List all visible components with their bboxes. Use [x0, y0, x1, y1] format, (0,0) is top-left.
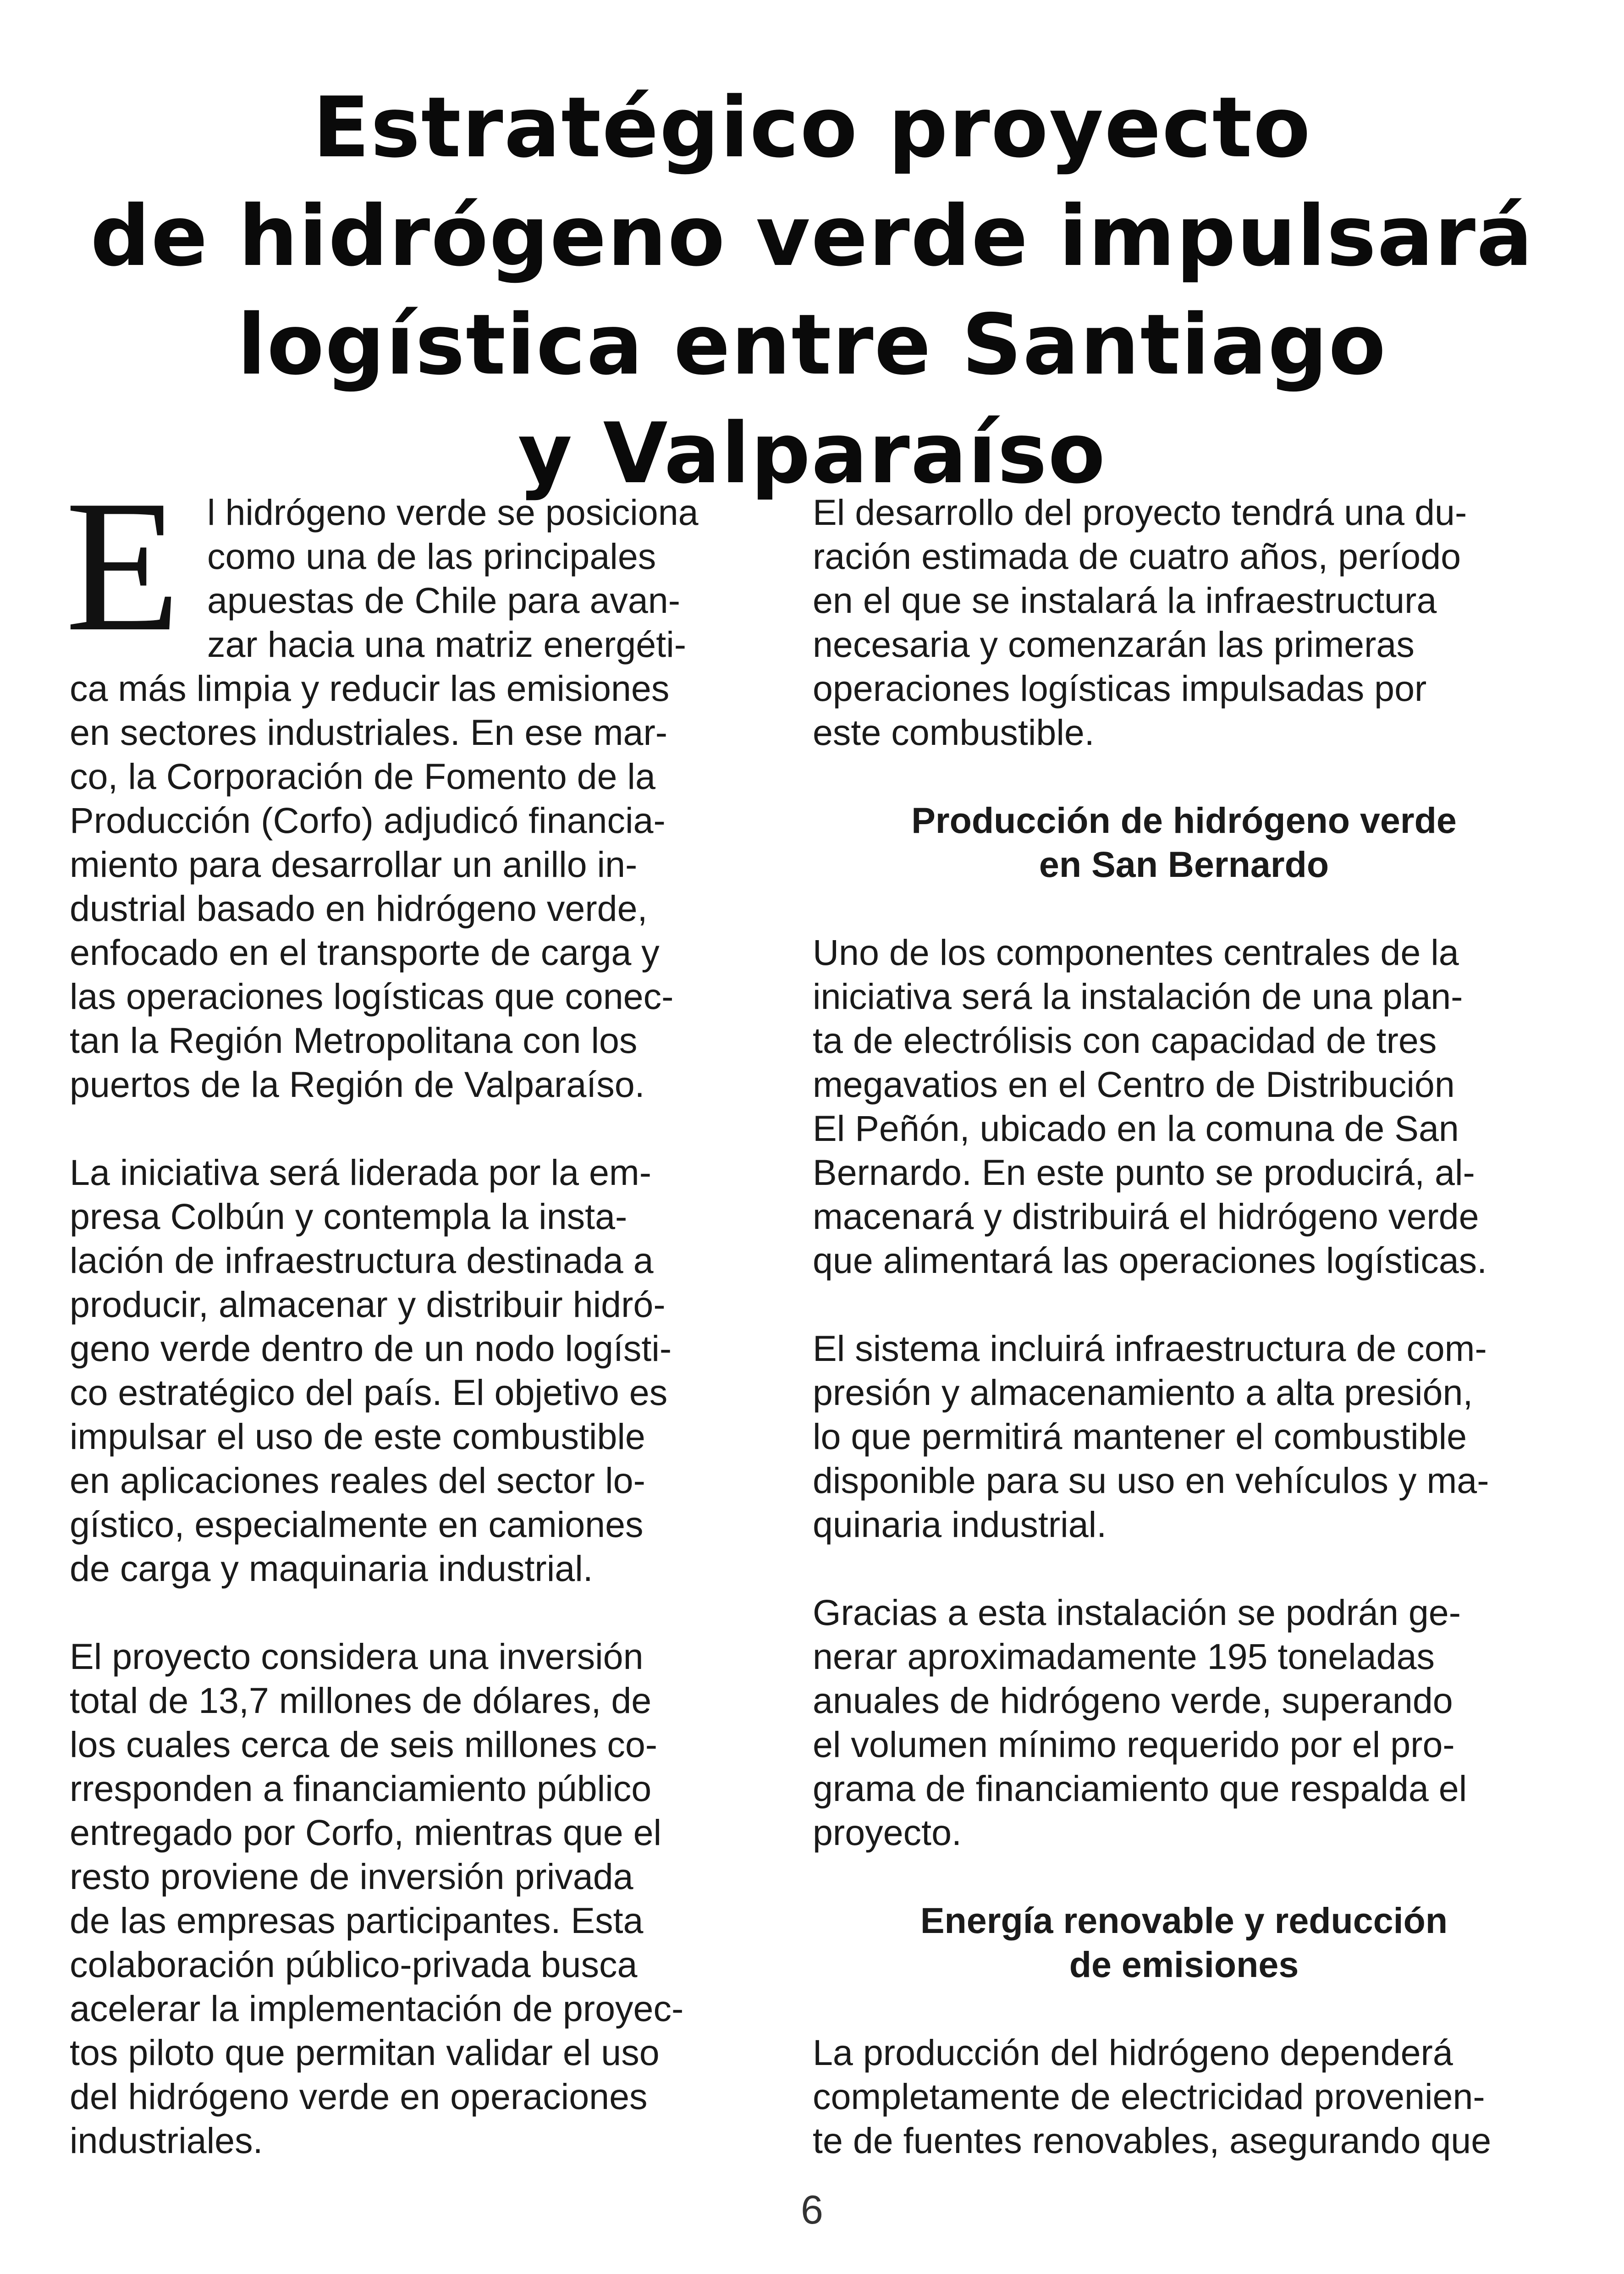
section-subheading [813, 798, 1555, 886]
text-line: ración estimada de cuatro años, período [813, 536, 1461, 577]
text-line: necesaria y comenzarán las primeras [813, 624, 1415, 665]
text-line: quinaria industrial. [813, 1504, 1107, 1545]
text-line: el volumen mínimo requerido por el pro- [813, 1724, 1455, 1765]
paragraph-gap [70, 1107, 766, 1151]
text-line: El sistema incluirá infraestructura de com- [813, 1328, 1487, 1369]
paragraph-gap [813, 1987, 1555, 2031]
text-line: este combustible. [813, 712, 1095, 753]
paragraph [813, 2031, 1555, 2163]
text-line: La iniciativa será liderada por la em- [70, 1152, 652, 1193]
text-line: colaboración público-privada busca [70, 1944, 638, 1985]
title-line: de hidrógeno verde impulsará [90, 187, 1534, 285]
text-line: acelerar la implementación de proyec- [70, 1988, 684, 2029]
text-line: entregado por Corfo, mientras que el [70, 1812, 662, 1853]
text-line: industriales. [70, 2120, 263, 2161]
paragraph [813, 1591, 1555, 1855]
text-line: nerar aproximadamente 195 toneladas [813, 1636, 1435, 1677]
paragraph [70, 1151, 766, 1591]
text-line: tan la Región Metropolitana con los [70, 1020, 638, 1061]
text-line: presión y almacenamiento a alta presión, [813, 1372, 1473, 1413]
title-line: logística entre Santiago [237, 296, 1387, 393]
subheading-line: de emisiones [1069, 1944, 1299, 1985]
paragraph-gap [70, 1591, 766, 1635]
text-line: macenará y distribuirá el hidrógeno verde [813, 1196, 1479, 1237]
paragraph-gap [813, 1855, 1555, 1899]
text-line: los cuales cerca de seis millones co- [70, 1724, 658, 1765]
text-line: l hidrógeno verde se posiciona [207, 492, 699, 533]
text-line: grama de financiamiento que respalda el [813, 1768, 1467, 1809]
paragraph [813, 490, 1555, 754]
text-line: te de fuentes renovables, asegurando que [813, 2120, 1492, 2161]
text-line: que alimentará las operaciones logísticas. [813, 1240, 1487, 1281]
text-line: anuales de hidrógeno verde, superando [813, 1680, 1453, 1721]
text-line: total de 13,7 millones de dólares, de [70, 1680, 652, 1721]
text-line: de carga y maquinaria industrial. [70, 1548, 593, 1589]
paragraph-gap [813, 1283, 1555, 1327]
text-line: La producción del hidrógeno dependerá [813, 2032, 1453, 2073]
text-line: zar hacia una matriz energéti- [207, 624, 687, 665]
text-line: El proyecto considera una inversión [70, 1636, 644, 1677]
text-line: Producción (Corfo) adjudicó financia- [70, 800, 666, 841]
text-line: presa Colbún y contempla la insta- [70, 1196, 628, 1237]
text-line: Uno de los componentes centrales de la [813, 932, 1459, 973]
text-line: gístico, especialmente en camiones [70, 1504, 644, 1545]
text-line: apuestas de Chile para avan- [207, 580, 681, 621]
text-line: tos piloto que permitan validar el uso [70, 2032, 660, 2073]
text-line: lación de infraestructura destinada a [70, 1240, 654, 1281]
text-line: El desarrollo del proyecto tendrá una du- [813, 492, 1467, 533]
article-title [0, 73, 1624, 508]
text-line: miento para desarrollar un anillo in- [70, 844, 638, 885]
paragraph [70, 1635, 766, 2163]
text-line: producir, almacenar y distribuir hidró- [70, 1284, 666, 1325]
paragraph-gap [813, 1547, 1555, 1591]
subheading-line: Energía renovable y reducción [920, 1900, 1448, 1941]
title-line: Estratégico proyecto [313, 79, 1311, 176]
paragraph [813, 1327, 1555, 1547]
text-line: dustrial basado en hidrógeno verde, [70, 888, 648, 929]
text-line: rresponden a financiamiento público [70, 1768, 652, 1809]
text-line: geno verde dentro de un nodo logísti- [70, 1328, 672, 1369]
text-line: Gracias a esta instalación se podrán ge- [813, 1592, 1461, 1633]
text-line: iniciativa será la instalación de una plan- [813, 976, 1463, 1017]
text-line: co, la Corporación de Fomento de la [70, 756, 655, 797]
text-line: en aplicaciones reales del sector lo- [70, 1460, 645, 1501]
text-line: del hidrógeno verde en operaciones [70, 2076, 648, 2117]
text-line: Bernardo. En este punto se producirá, al- [813, 1152, 1475, 1193]
text-line: disponible para su uso en vehículos y ma- [813, 1460, 1489, 1501]
text-line: en el que se instalará la infraestructura [813, 580, 1437, 621]
text-line: ca más limpia y reducir las emisiones [70, 668, 670, 709]
text-line: enfocado en el transporte de carga y [70, 932, 660, 973]
text-line: proyecto. [813, 1812, 962, 1853]
subheading-line: Producción de hidrógeno verde [911, 800, 1457, 841]
text-line: co estratégico del país. El objetivo es [70, 1372, 668, 1413]
paragraph-gap [813, 754, 1555, 798]
paragraph-gap [813, 886, 1555, 931]
text-line: impulsar el uso de este combustible [70, 1416, 645, 1457]
text-line: resto proviene de inversión privada [70, 1856, 633, 1897]
text-line: en sectores industriales. En ese mar- [70, 712, 668, 753]
text-line: lo que permitirá mantener el combustible [813, 1416, 1467, 1457]
subheading-line: en San Bernardo [1039, 844, 1329, 885]
text-line: de las empresas participantes. Esta [70, 1900, 644, 1941]
text-line: completamente de electricidad provenien- [813, 2076, 1485, 2117]
text-line: como una de las principales [207, 536, 656, 577]
text-line: El Peñón, ubicado en la comuna de San [813, 1108, 1459, 1149]
paragraph [813, 931, 1555, 1283]
text-line: operaciones logísticas impulsadas por [813, 668, 1427, 709]
text-line: puertos de la Región de Valparaíso. [70, 1064, 645, 1105]
section-subheading [813, 1899, 1555, 1987]
drop-cap: E [65, 462, 181, 671]
text-line: megavatios en el Centro de Distribución [813, 1064, 1455, 1105]
right-column [813, 490, 1555, 2163]
intro-paragraph [65, 462, 766, 1107]
page-number: 6 [801, 2187, 823, 2232]
left-column [65, 462, 766, 2163]
text-line: ta de electrólisis con capacidad de tres [813, 1020, 1437, 1061]
title-line: y Valparaíso [517, 405, 1107, 502]
text-line: las operaciones logísticas que conec- [70, 976, 674, 1017]
